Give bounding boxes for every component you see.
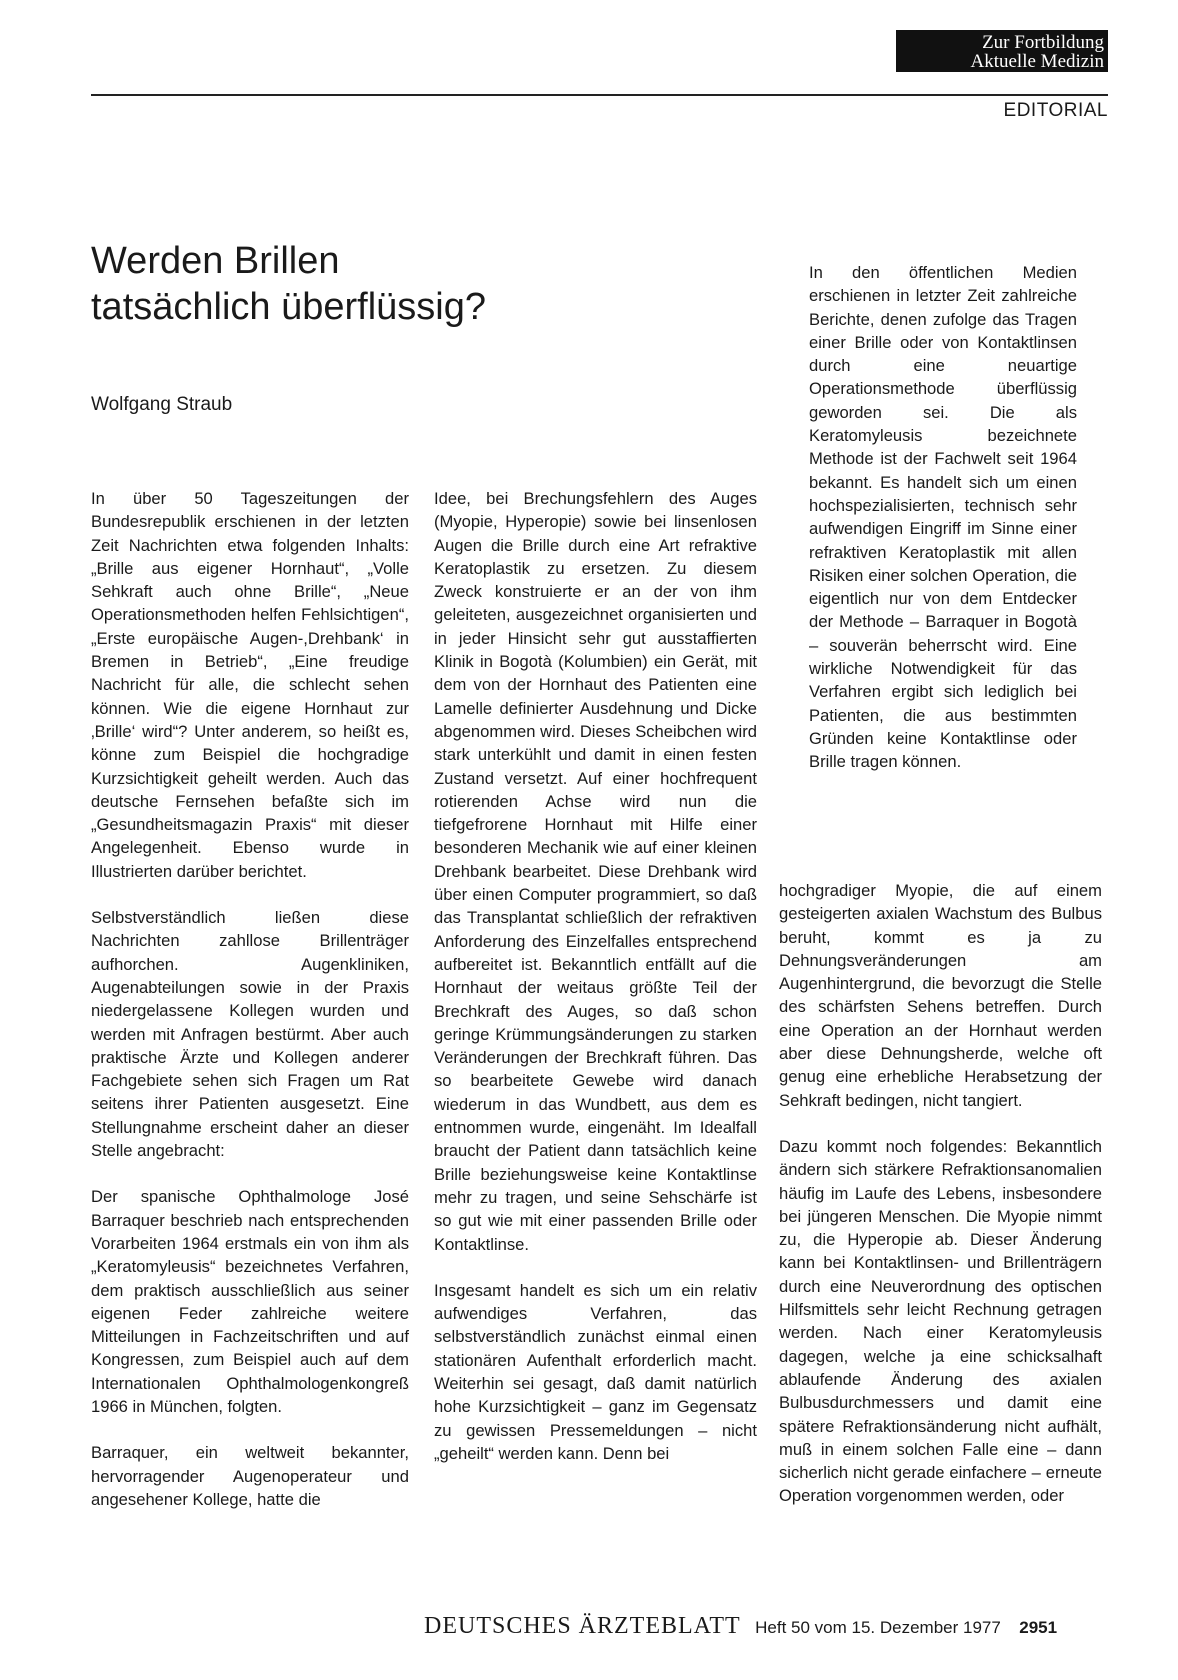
series-badge xyxy=(896,30,1108,72)
paragraph: hochgradiger Myopie, die auf einem gesteigerten axialen Wachstum des Bulbus beruht, kommt es ja zu Dehnungsveränderungen am Augenhintergrund, die bevorzugt die Stelle des schärfsten Sehens betreffen. Durch eine Operation an der Hornhaut werden aber diese Dehnungsherde, welche oft genug eine erhebliche Herabsetzung der Sehkraft bedingen, nicht tangiert. xyxy=(779,881,1102,1110)
paragraph: Dazu kommt noch folgendes: Bekanntlich ändern sich stärkere Refraktionsanomalien häufig im Laufe des Lebens, insbesondere bei jüngeren Menschen. Die Myopie nimmt zu, die Hyperopie ab. Dieser Änderung kann bei Kontaktlinsen- und Brillenträgern durch eine Neuverordnung des optischen Hilfsmittels sehr leicht Rechnung getragen werden. Nach einer Keratomyleusis dagegen, welche ja eine schicksalhaft ablaufende Änderung des axialen Bulbusdurchmessers und damit eine spätere Refraktionsänderung nicht aufhält, muß in einem solchen Falle eine – dann sicherlich nicht gerade einfachere – erneute Operation vorgenommen werden, oder xyxy=(779,1136,1102,1506)
column-1 xyxy=(91,487,409,1511)
paragraph: Barraquer, ein weltweit bekannter, hervorragender Augenoperateur und angesehener Kollege, hatte die xyxy=(91,1443,409,1509)
badge-line-1: Zur Fortbildung xyxy=(982,32,1104,53)
column-3 xyxy=(779,879,1102,1508)
paragraph: In über 50 Tageszeitungen der Bundesrepublik erschienen in der letzten Zeit Nachrichten etwa folgenden Inhalts: „Brille aus eigener Hornhaut“, „Volle Sehkraft auch ohne Brille“, „Neue Operationsmethoden helfen Fehlsichtigen“, „Erste europäische Augen-,Drehbank‘ in Bremen in Betrieb“, „Eine freudige Nachricht für alle, die schlecht sehen können. Wie die eigene Hornhaut zur ‚Brille‘ wird“? Unter anderem, so heißt es, könne zum Beispiel die hochgradige Kurzsichtigkeit geheilt werden. Auch das deutsche Fernsehen befaßte sich im „Gesundheitsmagazin Praxis“ mit dieser Angelegenheit. Ebenso wurde in Illustrierten darüber berichtet. xyxy=(91,489,409,881)
journal-name: DEUTSCHES ÄRZTEBLATT xyxy=(424,1613,741,1639)
issue-info: Heft 50 vom 15. Dezember 1977 xyxy=(755,1618,1001,1637)
section-label: EDITORIAL xyxy=(1003,100,1108,121)
page-number: 2951 xyxy=(1019,1618,1058,1637)
header-rule xyxy=(91,94,1108,96)
article-author: Wolfgang Straub xyxy=(91,394,233,415)
badge-line-2: Aktuelle Medizin xyxy=(970,51,1104,72)
page-footer xyxy=(424,1613,1108,1640)
paragraph: Idee, bei Brechungsfehlern des Auges (Myopie, Hyperopie) sowie bei linsenlosen Augen die Brille durch eine Art refraktive Keratoplastik zu ersetzen. Zu diesem Zweck konstruierte er an der von ihm geleiteten, ausgezeichnet organisierten und in jeder Hinsicht sehr gut ausstaffierten Klinik in Bogotà (Kolumbien) ein Gerät, mit dem von der Hornhaut des Patienten eine Lamelle definierter Ausdehnung und Dicke abgenommen wird. Dieses Scheibchen wird stark unterkühlt und damit in einen festen Zustand versetzt. Auf einer hochfrequent rotierenden Achse wird nun die tiefgefrorene Hornhaut mit Hilfe einer besonderen Mechanik wie auf einer kleinen Drehbank bearbeitet. Diese Drehbank wird über einen Computer programmiert, so daß das Transplantat schließlich der refraktiven Anforderung des Einzelfalles entsprechend aufbereitet ist. Bekanntlich entfällt auf die Hornhaut der weitaus größte Teil der Brechkraft des Auges, so daß schon geringe Krümmungsänderungen zu starken Veränderungen der Brechkraft führen. Das so bearbeitete Gewebe wird danach wiederum in das Wundbett, aus dem es entnommen wurde, eingenäht. Im Idealfall braucht der Patient dann tatsächlich keine Brille beziehungsweise keine Kontaktlinse mehr zu tragen, und seine Sehschärfe ist so gut wie mit einer passenden Brille oder Kontaktlinse. xyxy=(434,489,757,1254)
column-2 xyxy=(434,487,757,1465)
paragraph: Der spanische Ophthalmologe José Barraquer beschrieb nach entsprechenden Vorarbeiten 1964 erstmals ein von ihm als „Keratomyleusis“ bezeichnetes Verfahren, dem praktisch ausschließlich aus seiner eigenen Feder zahlreiche weitere Mitteilungen in Fachzeitschriften und auf Kongressen, zum Beispiel auch auf dem Internationalen Ophthalmologenkongreß 1966 in München, folgten. xyxy=(91,1187,409,1416)
lead-paragraph xyxy=(809,261,1077,774)
paragraph: Insgesamt handelt es sich um ein relativ aufwendiges Verfahren, das selbstverständlich zunächst einmal einen stationären Aufenthalt erforderlich macht. Weiterhin sei gesagt, daß damit natürlich hohe Kurzsichtigkeit – ganz im Gegensatz zu gewissen Pressemeldungen – nicht „geheilt“ werden kann. Denn bei xyxy=(434,1280,757,1463)
paragraph: Selbstverständlich ließen diese Nachrichten zahllose Brillenträger aufhorchen. Augenkliniken, Augenabteilungen sowie in der Praxis niedergelassene Kollegen wurden und werden mit Anfragen bestürmt. Aber auch praktische Ärzte und Kollegen anderer Fachgebiete sehen sich Fragen um Rat seitens ihrer Patienten ausgesetzt. Eine Stellungnahme erscheint daher an dieser Stelle angebracht: xyxy=(91,908,409,1161)
title-line-1: Werden Brillen xyxy=(91,240,340,282)
lead-text: In den öffentlichen Medien erschienen in letzter Zeit zahlreiche Berichte, denen zufolge das Tragen einer Brille oder von Kontaktlinsen durch eine neuartige Operationsmethode überflüssig geworden sei. Die als Keratomyleusis bezeichnete Methode ist der Fachwelt seit 1964 bekannt. Es handelt sich um einen hochspezialisierten, technisch sehr aufwendigen Eingriff im Sinne einer refraktiven Keratoplastik mit allen Risiken einer solchen Operation, die eigentlich nur von dem Entdecker der Methode – Barraquer in Bogotà – souverän beherrscht wird. Eine wirkliche Notwendigkeit für das Verfahren ergibt sich lediglich bei Patienten, die aus bestimmten Gründen keine Kontaktlinse oder Brille tragen können. xyxy=(809,263,1077,772)
title-line-2: tatsächlich überflüssig? xyxy=(91,286,486,328)
article-title xyxy=(91,238,651,330)
